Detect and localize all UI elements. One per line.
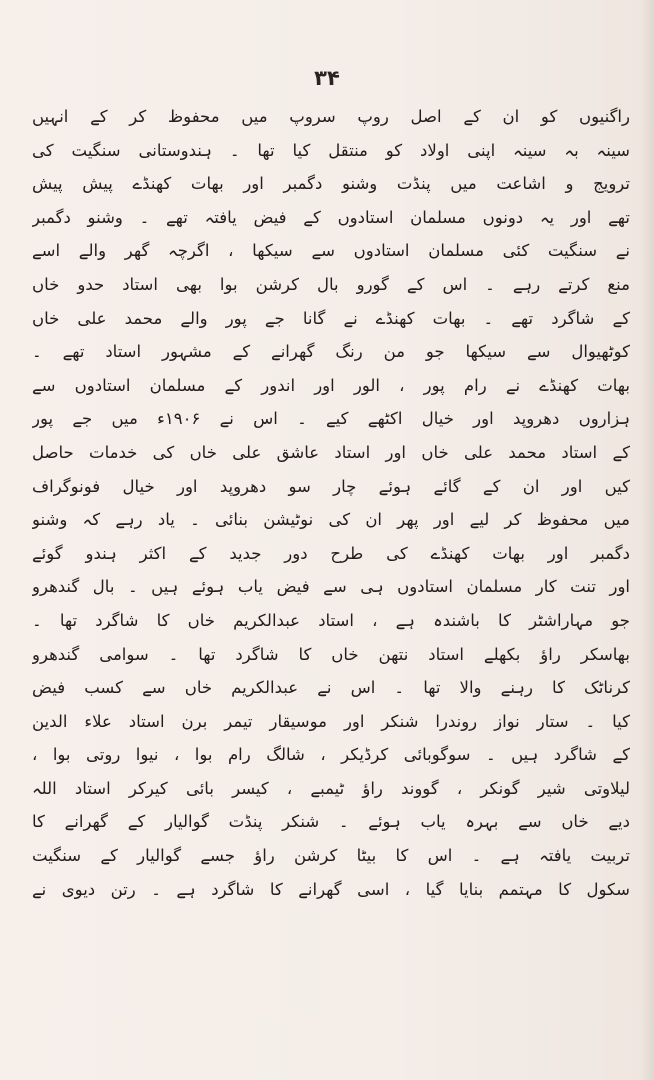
text-line: جو مہاراشٹر کا باشندہ ہے ، استاد عبدالکریم خاں کا شاگرد تھا ۔	[32, 610, 630, 630]
text-line: ترویج و اشاعت میں پنڈت وشنو دگمبر اور بھات کھنڈے پیش پیش	[32, 174, 630, 194]
text-line: بھاسکر راؤ بکھلے استاد نتھن خاں کا شاگرد تھا ۔ سوامی گندھرو	[32, 644, 630, 664]
text-line: کے شاگرد ہیں ۔ سوگوبائی کرڈیکر ، شالگ رام بوا ، نیوا روتی بوا ،	[32, 745, 630, 765]
text-line: دگمبر اور بھات کھنڈے کی طرح دور جدید کے اکثر ہندو گوئے	[32, 543, 630, 563]
text-line: میں محفوظ کر لیے اور پھر ان کی نوٹیشن بنائی ۔ یاد رہے کہ وشنو	[32, 510, 630, 530]
text-line: ہزاروں دھروپد اور خیال اکٹھے کیے ۔ اس نے ۱۹۰۶ء میں جے پور	[32, 409, 630, 429]
text-line: کے شاگرد تھے ۔ بھات کھنڈے نے گانا جے پور والے محمد علی خاں	[32, 308, 630, 328]
text-line: کیں اور ان کے گائے ہوئے چار سو دھروپد اور خیال فونوگراف	[32, 476, 630, 496]
text-line: لیلاوتی شیر گونکر ، گووند راؤ ٹیمبے ، کیسر بائی کیرکر استاد اللہ	[32, 778, 630, 798]
text-line: بھات کھنڈے نے رام پور ، الور اور اندور کے مسلمان استادوں سے	[32, 375, 630, 395]
text-line: تربیت یافتہ ہے ۔ اس کا بیٹا کرشن راؤ جسے گوالیار کے سنگیت	[32, 846, 630, 866]
text-line: کرناٹک کا رہنے والا تھا ۔ اس نے عبدالکریم خاں سے کسب فیض	[32, 678, 630, 698]
text-line: سکول کا مہتمم بنایا گیا ، اسی گھرانے کا شاگرد ہے ۔ رتن دیوی نے	[32, 879, 630, 899]
text-line: سینہ بہ سینہ اپنی اولاد کو منتقل کیا تھا ۔ ہندوستانی سنگیت کی	[32, 140, 630, 160]
text-line: دیے خاں سے بہرہ یاب ہوئے ۔ شنکر پنڈت گوالیار کے گھرانے کا	[32, 812, 630, 832]
text-line: نے سنگیت کئی مسلمان استادوں سے سیکھا ، اگرچہ گھر والے اسے	[32, 241, 630, 261]
text-line: راگنیوں کو ان کے اصل روپ سروپ میں محفوظ کر کے انہیں	[32, 107, 630, 126]
text-line: کوٹھیوال سے سیکھا جو من رنگ گھرانے کے مشہور استاد تھے ۔	[32, 342, 630, 362]
text-body	[32, 100, 630, 906]
page-number: ۳۴	[314, 66, 340, 90]
text-line: منع کرتے رہے ۔ اس کے گورو بال کرشن بوا بھی استاد حدو خاں	[32, 274, 630, 294]
text-line: کیا ۔ ستار نواز روندرا شنکر اور موسیقار تیمر برن استاد علاء الدین	[32, 711, 630, 731]
text-line: تھے اور یہ دونوں مسلمان استادوں کے فیض یافتہ تھے ۔ وشنو دگمبر	[32, 207, 630, 227]
text-line: کے استاد محمد علی خاں اور استاد عاشق علی خاں کی خدمات حاصل	[32, 442, 630, 462]
text-line: اور تنت کار مسلمان استادوں ہی سے فیض یاب ہوئے ہیں ۔ بال گندھرو	[32, 577, 630, 597]
